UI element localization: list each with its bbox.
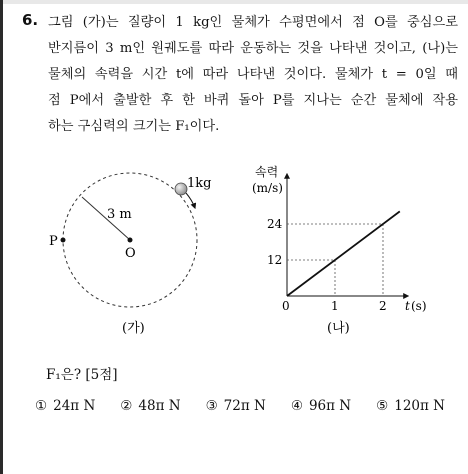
x-tick-label: 2 [379,299,387,313]
origin-label: 0 [282,299,290,313]
stem-line: 하는 구심력의 크기는 F₁이다. [48,119,220,134]
point-label: P [49,234,58,249]
choice-mark: ② [120,398,133,414]
choice-text: 48π N [138,398,181,414]
figure-b-speed-graph [252,164,427,313]
x-tick-label: 1 [331,299,339,313]
y-tick-label: 12 [267,253,283,267]
answer-choices [35,398,445,414]
stem-line: 물체의 속력을 시간 t에 따라 나타낸 것이다. 물체가 t = 0일 때 [48,67,458,82]
radius-label: 3 m [107,207,132,222]
question-stem [48,10,458,140]
figure-a-circular-motion [49,173,211,307]
choice-mark: ⑤ [376,398,389,414]
y-axis-label: 속력 [255,165,279,179]
center-label: O [125,246,136,261]
choice-mark: ① [35,398,48,414]
choice-3[interactable] [206,398,266,414]
x-axis-unit: (s) [411,299,427,313]
question-number: 6. [22,11,39,29]
object-ball [175,183,187,195]
top-border [0,0,468,4]
figures [0,160,468,360]
mass-label: 1kg [187,176,212,191]
choice-2[interactable] [120,398,180,414]
choice-text: 24π N [53,398,96,414]
choice-1[interactable] [35,398,95,414]
start-point-p [61,238,66,243]
x-axis-var: t [405,299,410,313]
stem-line: 반지름이 3 m인 원궤도를 따라 운동하는 것을 나타낸 것이고, (나)는 [48,41,458,56]
choice-text: 72π N [223,398,266,414]
choice-text: 96π N [308,398,352,414]
question-ask: F₁은? [5점] [46,367,118,383]
choice-mark: ④ [290,398,303,414]
choice-text: 120π N [394,398,445,414]
stem-line: 그림 (가)는 질량이 1 kg인 물체가 수평면에서 점 O를 중심으로 [48,15,458,30]
choice-mark: ③ [205,398,218,414]
y-tick-label: 24 [267,217,283,231]
center-point [128,238,133,243]
choice-5[interactable] [376,398,445,414]
y-axis-unit: (m/s) [252,181,283,195]
choice-4[interactable] [291,398,351,414]
caption-b: (나) [327,321,350,336]
caption-a: (가) [122,321,145,336]
stem-line: 점 P에서 출발한 후 한 바퀴 돌아 P를 지나는 순간 물체에 작용 [48,93,458,108]
